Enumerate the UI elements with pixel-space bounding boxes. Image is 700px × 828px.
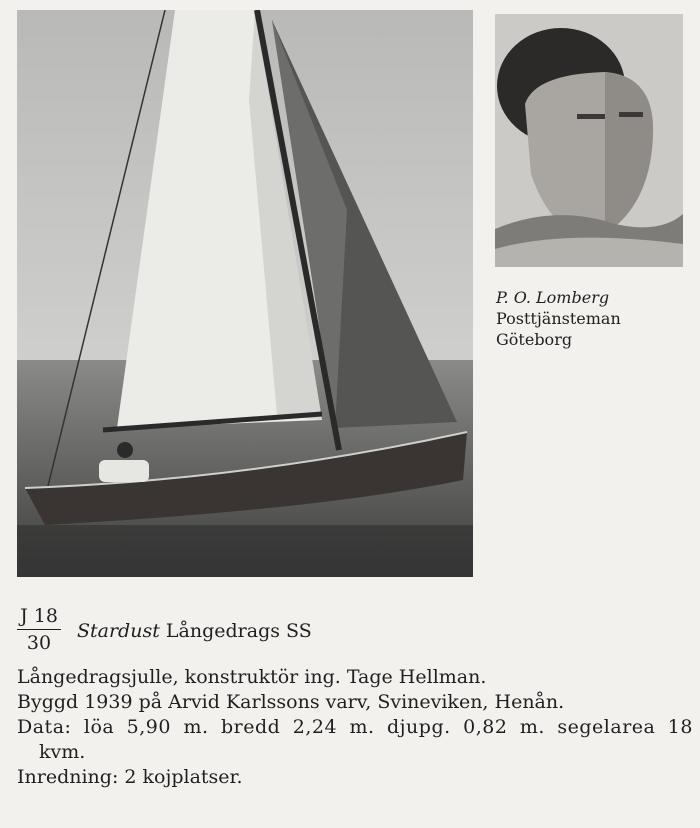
owner-name: P. O. Lomberg <box>496 288 610 307</box>
boat-name: Stardust <box>77 620 160 642</box>
sailboat-photo <box>17 10 473 577</box>
fraction-bar <box>17 629 61 630</box>
boat-type-line: Långedragsjulle, konstruktör ing. Tage Hellman. <box>17 666 487 688</box>
boat-title <box>77 620 312 642</box>
portrait-photo <box>495 14 683 267</box>
boat-data-line: Data: löa 5,90 m. bredd 2,24 m. djupg. 0,82 m. segelarea 18 <box>17 716 693 738</box>
boat-interior-line: Inredning: 2 kojplatser. <box>17 766 243 788</box>
registration-number <box>17 605 61 654</box>
boat-description <box>17 665 693 790</box>
boat-built-line: Byggd 1939 på Arvid Karlssons varv, Svineviken, Henån. <box>17 691 565 713</box>
boat-club: Långedrags SS <box>165 620 312 642</box>
portrait-caption <box>496 287 621 350</box>
registration-bottom: 30 <box>26 632 52 654</box>
owner-occupation: Posttjänsteman <box>496 309 621 328</box>
boat-data-line-cont: kvm. <box>39 741 86 763</box>
owner-city: Göteborg <box>496 330 573 349</box>
registration-top: J 18 <box>20 605 58 627</box>
